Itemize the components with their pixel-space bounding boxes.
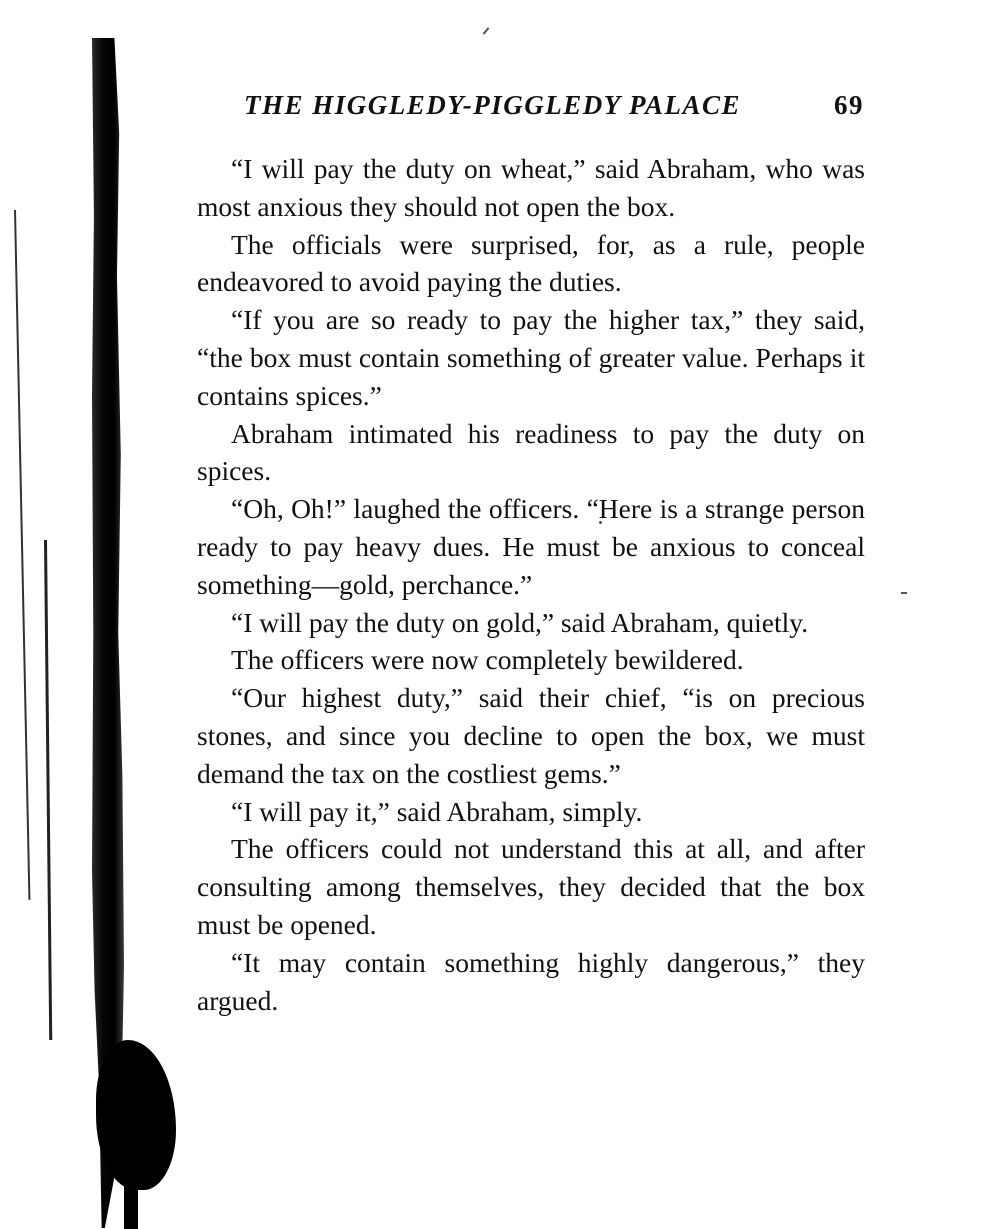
paragraph: “I will pay the duty on gold,” said Abraham, quietly.: [231, 606, 809, 638]
paragraph: “I will pay the duty on wheat,” said Abraham, who was most anxious they should not open the box.: [197, 153, 865, 222]
scan-speck: [901, 592, 907, 594]
running-header: [244, 90, 864, 130]
paragraph: “If you are so ready to pay the higher tax,” they said, “the box must contain something of greater value. Perhaps it contains spices.”: [197, 304, 865, 411]
page-edge-shadow: [14, 210, 30, 900]
paragraph: “Our highest duty,” said their chief, “is on precious stones, and since you decline to open the box, we must demand the tax on the costliest gems.”: [197, 682, 865, 789]
paragraph: “It may contain something highly dangerous,” they argued.: [197, 946, 865, 1016]
paragraph: The officials were surprised, for, as a rule, people endeavored to avoid paying the duties.: [197, 228, 865, 298]
page-number: 69: [834, 90, 864, 120]
page-edge-shadow: [44, 540, 52, 1040]
paragraph: The officers were now completely bewildered.: [231, 644, 744, 676]
paragraph: “Oh, Oh!” laughed the officers. “Here is a strange person ready to pay heavy dues. He must be anxious to conceal something—gold, perchance.”: [197, 493, 865, 600]
scan-speck: [483, 27, 490, 34]
paragraph: Abraham intimated his readiness to pay the duty on spices.: [197, 417, 865, 487]
body-text: [197, 150, 865, 1019]
book-binding-shadow: [124, 1150, 138, 1229]
paragraph: The officers could not understand this at all, and after consulting among themselves, they decided that the box must be opened.: [197, 833, 865, 940]
running-title: THE HIGGLEDY-PIGGLEDY PALACE: [244, 90, 742, 120]
paragraph: “I will pay it,” said Abraham, simply.: [231, 795, 643, 827]
